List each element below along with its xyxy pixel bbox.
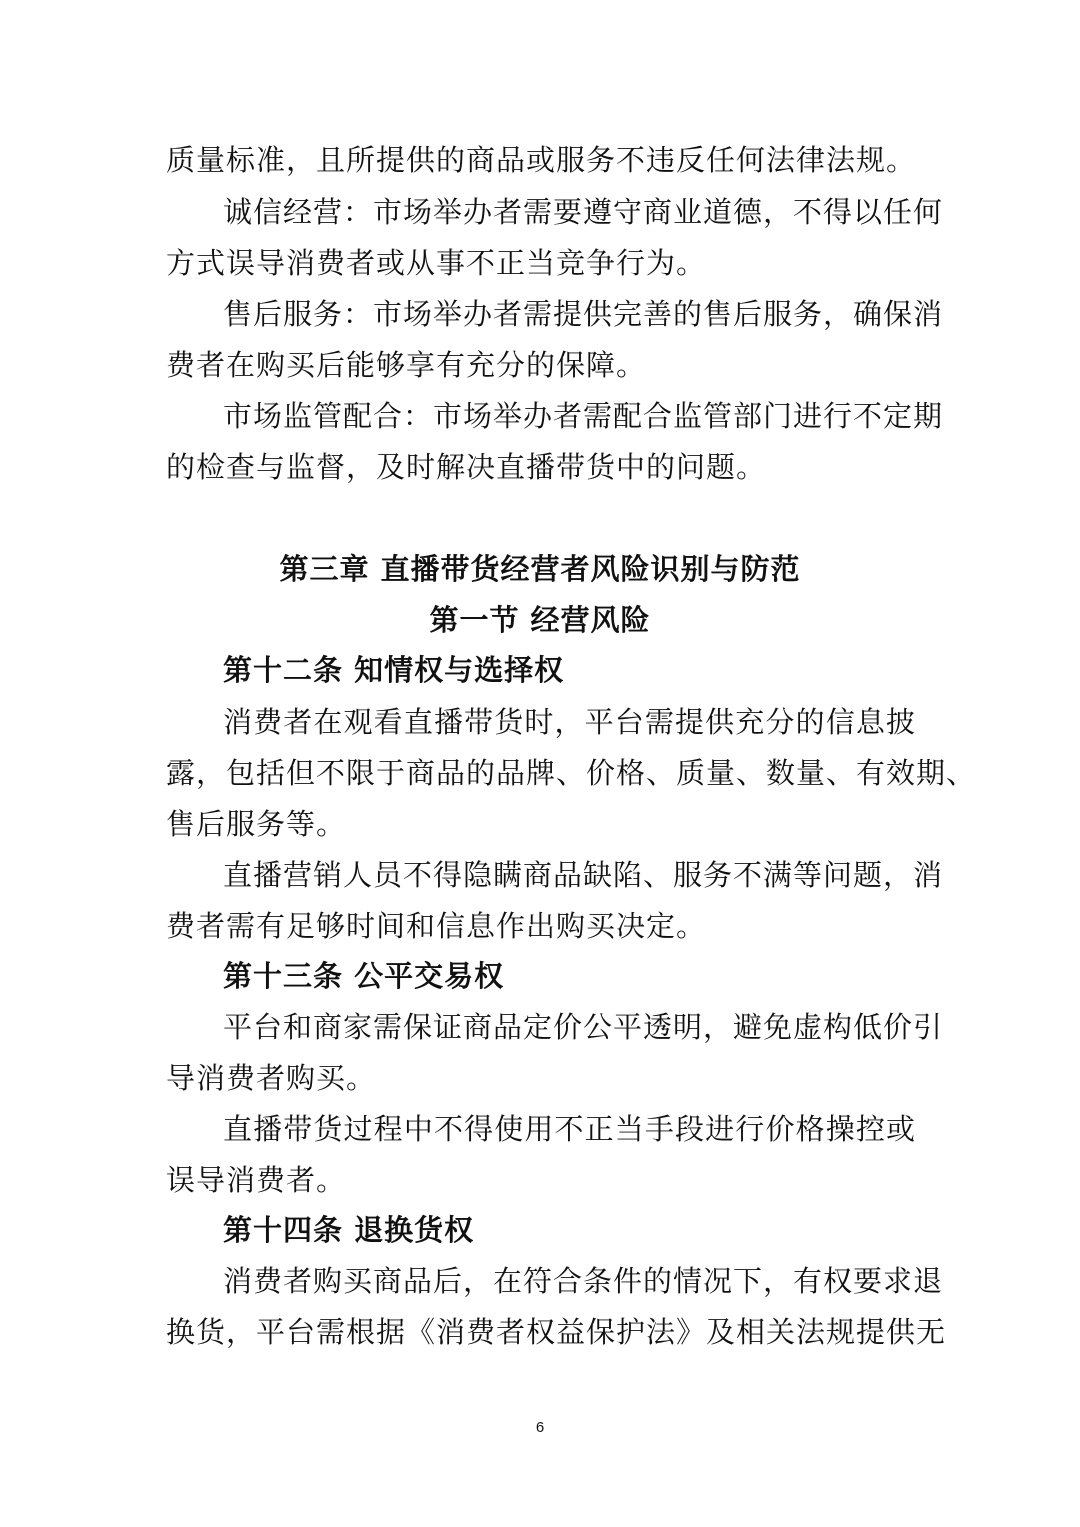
paragraph-line: 误导消费者。	[166, 1163, 347, 1197]
section-title: 第一节 经营风险	[429, 603, 651, 637]
paragraph-line: 消费者购买商品后，在符合条件的情况下，有权要求退	[223, 1264, 944, 1298]
article-heading: 第十二条 知情权与选择权	[223, 653, 565, 687]
paragraph-line: 露，包括但不限于商品的品牌、价格、质量、数量、有效期、	[166, 756, 977, 790]
paragraph-line: 的检查与监督，及时解决直播带货中的问题。	[166, 450, 767, 484]
paragraph-line: 售后服务：市场举办者需提供完善的售后服务，确保消	[223, 297, 944, 331]
paragraph-line: 消费者在观看直播带货时，平台需提供充分的信息披	[223, 705, 916, 739]
paragraph-line: 导消费者购买。	[166, 1061, 377, 1095]
paragraph-line: 费者需有足够时间和信息作出购买决定。	[166, 909, 707, 943]
page-number: 6	[535, 1419, 545, 1436]
paragraph-line: 直播带货过程中不得使用不正当手段进行价格操控或	[223, 1112, 916, 1146]
paragraph-line: 诚信经营：市场举办者需要遵守商业道德，不得以任何	[223, 195, 944, 229]
paragraph-line: 换货，平台需根据《消费者权益保护法》及相关法规提供无	[166, 1315, 947, 1349]
article-heading: 第十四条 退换货权	[223, 1213, 475, 1247]
paragraph-line: 售后服务等。	[166, 807, 347, 841]
paragraph-line: 直播营销人员不得隐瞒商品缺陷、服务不满等问题，消	[223, 858, 944, 892]
paragraph-line: 市场监管配合：市场举办者需配合监管部门进行不定期	[223, 399, 944, 433]
paragraph-line: 费者在购买后能够享有充分的保障。	[166, 348, 647, 382]
chapter-title: 第三章 直播带货经营者风险识别与防范	[279, 552, 801, 586]
article-heading: 第十三条 公平交易权	[223, 959, 505, 993]
paragraph-line: 质量标准，且所提供的商品或服务不违反任何法律法规。	[166, 143, 917, 177]
paragraph-line: 方式误导消费者或从事不正当竞争行为。	[166, 246, 707, 280]
paragraph-line: 平台和商家需保证商品定价公平透明，避免虚构低价引	[223, 1010, 944, 1044]
